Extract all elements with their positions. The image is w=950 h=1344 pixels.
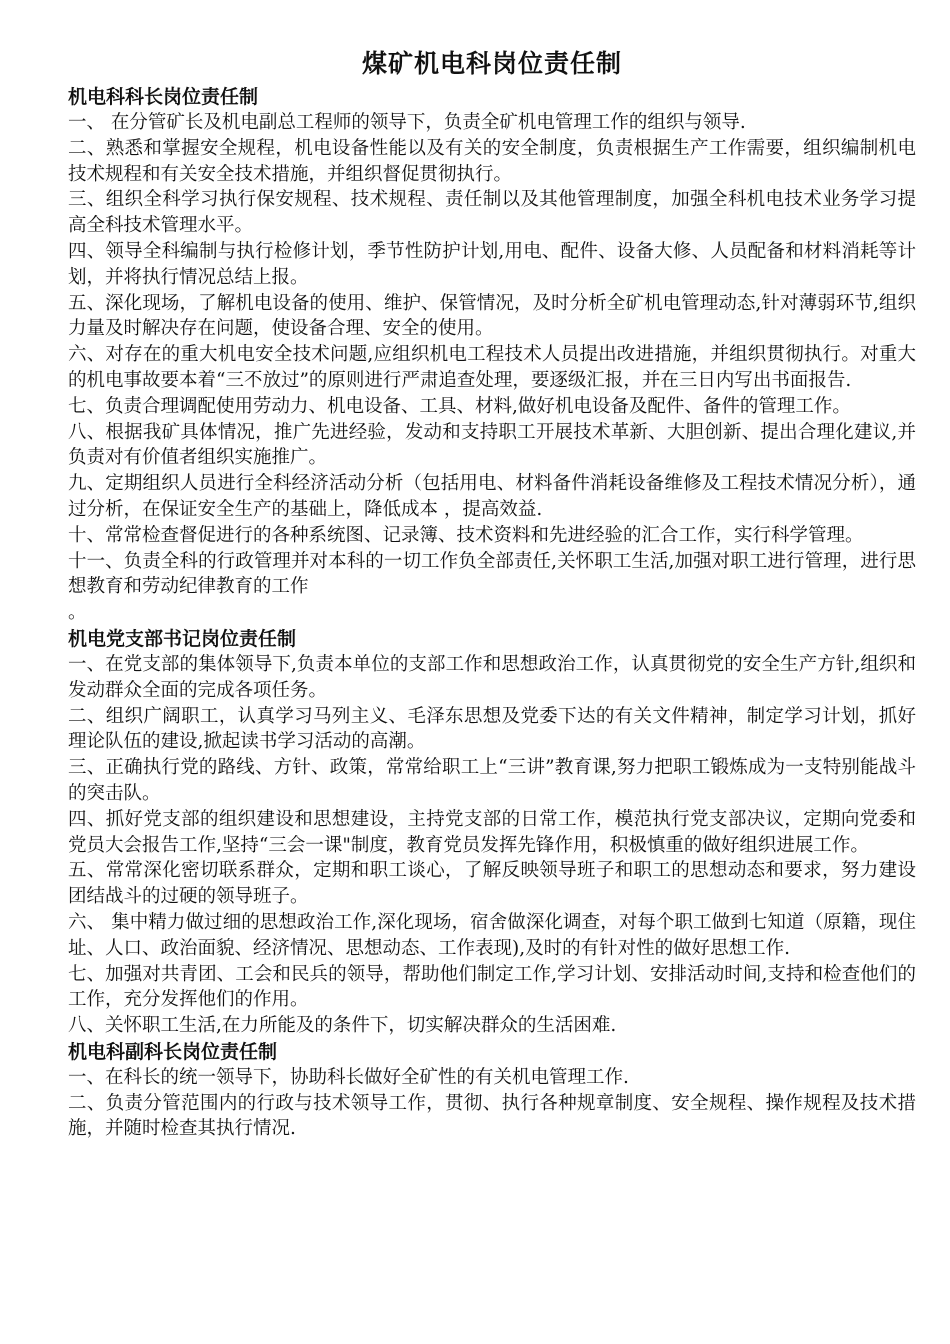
section-section-chief xyxy=(68,84,916,626)
clause-paragraph: 九、定期组织人员进行全科经济活动分析（包括用电、材料备件消耗设备维修及工程技术情况分析），通过分析，在保证安全生产的基础上，降低成本 ，提高效益. xyxy=(68,473,916,520)
clause-paragraph: 四、抓好党支部的组织建设和思想建设，主持党支部的日常工作，模范执行党支部决议，定期向党委和党员大会报告工作,坚持“三会一课"制度，教育党员发挥先锋作用，积极慎重的做好组织进展工作。 xyxy=(68,808,916,856)
clause-paragraph: 三、组织全科学习执行保安规程、技术规程、责任制以及其他管理制度，加强全科机电技术业务学习提高全科技术管理水平。 xyxy=(68,189,916,237)
section-heading: 机电科副科长岗位责任制 xyxy=(68,1040,278,1063)
clause-paragraph: 八、关怀职工生活,在力所能及的条件下，切实解决群众的生活困难. xyxy=(68,1015,617,1037)
trailing-punctuation: 。 xyxy=(68,602,87,624)
clause-paragraph: 二、组织广阔职工，认真学习马列主义、毛泽东思想及党委下达的有关文件精神，制定学习计划，抓好理论队伍的建设,掀起读书学习活动的高潮。 xyxy=(68,705,916,753)
clause-paragraph: 十、常常检查督促进行的各种系统图、记录簿、技术资料和先进经验的汇合工作，实行科学管理。 xyxy=(68,524,864,546)
clause-paragraph: 七、加强对共青团、工会和民兵的领导，帮助他们制定工作,学习计划、安排活动时间,支持和检查他们的工作，充分发挥他们的作用。 xyxy=(68,963,916,1011)
document-page xyxy=(68,44,916,1142)
section-deputy-chief xyxy=(68,1039,916,1142)
clause-paragraph: 六、 集中精力做过细的思想政治工作,深化现场，宿舍做深化调查，对每个职工做到七知道（原籍，现住址、人口、政治面貌、经济情况、思想动态、工作表现),及时的有针对性的做好思想工作. xyxy=(68,911,916,959)
clause-paragraph: 四、领导全科编制与执行检修计划，季节性防护计划,用电、配件、设备大修、人员配备和材料消耗等计划，并将执行情况总结上报。 xyxy=(68,240,916,288)
clause-paragraph: 一、在科长的统一领导下，协助科长做好全矿性的有关机电管理工作. xyxy=(68,1066,629,1088)
section-heading: 机电党支部书记岗位责任制 xyxy=(68,627,297,650)
clause-paragraph: 八、根据我矿具体情况，推广先进经验，发动和支持职工开展技术革新、大胆创新、提出合理化建议,并负责对有价值者组织实施推广。 xyxy=(68,421,916,469)
clause-paragraph: 七、负责合理调配使用劳动力、机电设备、工具、材料,做好机电设备及配件、备件的管理工作。 xyxy=(68,395,851,417)
clause-paragraph: 二、熟悉和掌握安全规程，机电设备性能以及有关的安全制度，负责根据生产工作需要，组织编制机电技术规程和有关安全技术措施，并组织督促贯彻执行。 xyxy=(68,137,916,185)
section-party-secretary xyxy=(68,626,916,1039)
clause-paragraph: 一、 在分管矿长及机电副总工程师的领导下，负责全矿机电管理工作的组织与领导. xyxy=(68,112,746,133)
clause-paragraph: 三、正确执行党的路线、方针、政策，常常给职工上“三讲”教育课,努力把职工锻炼成为一支特别能战斗的突击队。 xyxy=(68,757,916,804)
clause-paragraph: 五、常常深化密切联系群众，定期和职工谈心，了解反映领导班子和职工的思想动态和要求，努力建设团结战斗的过硬的领导班子。 xyxy=(68,860,916,908)
clause-paragraph: 十一、负责全科的行政管理并对本科的一切工作负全部责任,关怀职工生活,加强对职工进行管理，进行思想教育和劳动纪律教育的工作 xyxy=(68,550,916,598)
clause-paragraph: 六、对存在的重大机电安全技术问题,应组织机电工程技术人员提出改进措施，并组织贯彻执行。对重大的机电事故要本着“三不放过”的原则进行严肃追查处理，要逐级汇报，并在三日内写出书面报告. xyxy=(68,344,916,391)
clause-paragraph: 一、在党支部的集体领导下,负责本单位的支部工作和思想政治工作，认真贯彻党的安全生产方针,组织和发动群众全面的完成各项任务。 xyxy=(68,653,916,701)
clause-paragraph: 五、深化现场，了解机电设备的使用、维护、保管情况，及时分析全矿机电管理动态,针对薄弱环节,组织力量及时解决存在问题，使设备合理、安全的使用。 xyxy=(68,292,916,340)
section-heading: 机电科科长岗位责任制 xyxy=(68,86,259,108)
clause-paragraph: 二、负责分管范围内的行政与技术领导工作，贯彻、执行各种规章制度、安全规程、操作规程及技术措施，并随时检查其执行情况. xyxy=(68,1092,916,1140)
document-title: 煤矿机电科岗位责任制 xyxy=(361,49,622,78)
